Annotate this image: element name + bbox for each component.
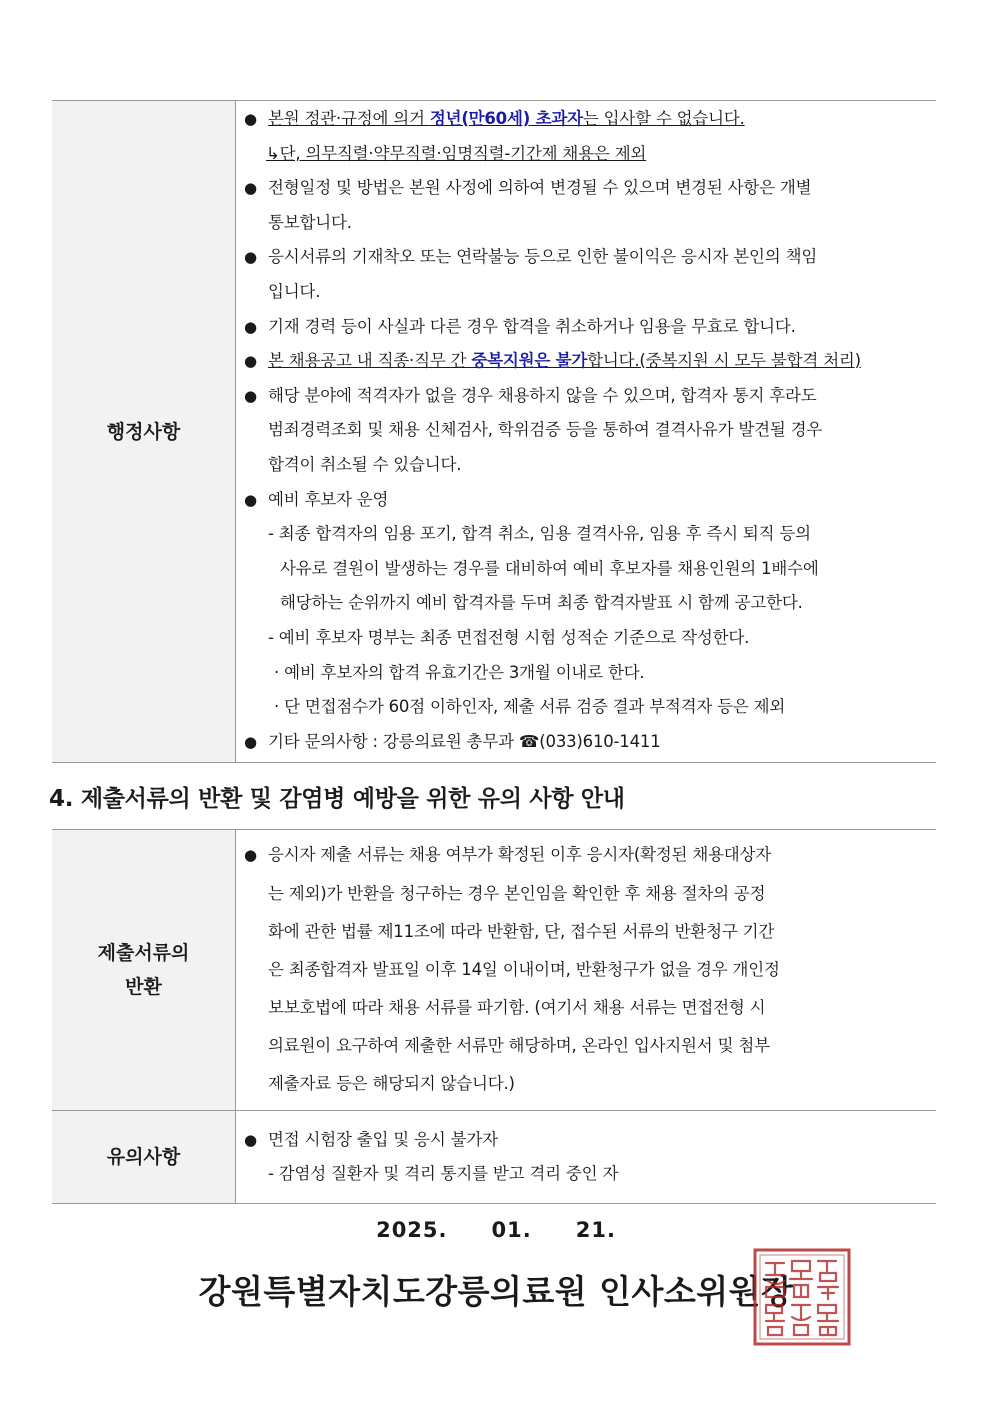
admin-line-3 (244, 171, 924, 206)
contact-info: 기타 문의사항 : 강릉의료원 총무과 ☎(033)610-1411 (268, 731, 661, 751)
admin-line-2 (244, 137, 924, 172)
bullet-icon: ● (244, 732, 257, 751)
caution-row (52, 1111, 936, 1204)
bullet-icon: ● (244, 248, 257, 267)
admin-row (52, 101, 936, 763)
return-label (52, 830, 236, 1111)
text-part: 본원 정관·규정에 의거 (268, 109, 430, 128)
text: 예비 후보자 운영 (268, 489, 389, 509)
return-row (52, 830, 936, 1111)
text-part: 합니다.(중복지원 시 모두 불합격 처리) (587, 351, 861, 371)
bullet-icon: ● (244, 352, 257, 371)
admin-label: 행정사항 (52, 101, 236, 763)
admin-line-1 (244, 102, 924, 137)
date-year: 2025. (376, 1218, 448, 1242)
text: 면접 시험장 출입 및 응시 불가자 (268, 1130, 498, 1149)
text-part: 는 입사할 수 없습니다. (582, 109, 745, 128)
bullet-icon: ● (244, 846, 257, 865)
highlight-retirement: 정년(만60세) 초과자 (429, 109, 583, 128)
return-line-4: 은 최종합격자 발표일 이후 14일 이내이며, 반환청구가 없을 경우 개인정 (268, 959, 780, 979)
return-line-6: 의료원이 요구하여 제출한 서류만 해당하며, 온라인 입사지원서 및 첨부 (268, 1036, 770, 1056)
bullet-icon: ● (244, 1131, 257, 1149)
caution-line-2: - 감염성 질환자 및 격리 통지를 받고 격리 중인 자 (268, 1164, 619, 1183)
admin-line-17: · 예비 후보자의 합격 유효기간은 3개월 이내로 한다. (274, 662, 645, 682)
return-line-5: 보보호법에 따라 채용 서류를 파기함. (여기서 채용 서류는 면접전형 시 (268, 998, 766, 1018)
admin-line-16: - 예비 후보자 명부는 최종 면접전형 시험 성적순 기준으로 작성한다. (268, 627, 750, 647)
issue-date (0, 1218, 992, 1242)
return-line-7: 제출자료 등은 해당되지 않습니다.) (268, 1074, 515, 1094)
admin-line-12 (244, 483, 924, 518)
return-line-1 (244, 836, 924, 874)
date-day: 21. (575, 1218, 616, 1242)
bullet-icon: ● (244, 386, 257, 405)
bullet-icon: ● (244, 179, 257, 198)
bullet-icon: ● (244, 490, 257, 509)
text: 전형일정 및 방법은 본원 사정에 의하여 변경될 수 있으며 변경된 사항은 개별 (268, 178, 812, 198)
text: 응시서류의 기재착오 또는 연락불능 등으로 인한 불이익은 응시자 본인의 책임 (268, 247, 818, 267)
text: 해당 분야에 적격자가 없을 경우 채용하지 않을 수 있으며, 합격자 통지 후라도 (268, 385, 817, 405)
bullet-icon: ● (244, 317, 257, 336)
admin-line-7 (244, 310, 924, 345)
return-line-3: 화에 관한 법률 제11조에 따라 반환함, 단, 접수된 서류의 반환청구 기간 (268, 921, 775, 941)
date-month: 01. (491, 1218, 532, 1242)
text (268, 351, 861, 370)
text: 응시자 제출 서류는 채용 여부가 확정된 이후 응시자(확정된 채용대상자 (268, 845, 772, 865)
section-4-table (52, 829, 936, 1204)
return-content (236, 830, 937, 1111)
return-line-2: 는 제외)가 반환을 청구하는 경우 본인임을 확인한 후 채용 절차의 공정 (268, 883, 766, 903)
admin-content (236, 101, 937, 763)
text: 기재 경력 등이 사실과 다른 경우 합격을 취소하거나 임용을 무효로 합니다. (268, 316, 796, 336)
text (268, 109, 745, 128)
section-4-title: 4. 제출서류의 반환 및 감염병 예방을 위한 유의 사항 안내 (49, 786, 625, 812)
admin-line-18: · 단 면접점수가 60점 이하인자, 제출 서류 검증 결과 부적격자 등은 제외 (274, 697, 786, 717)
admin-table (52, 100, 936, 763)
return-label-line-1: 제출서류의 (97, 942, 190, 964)
admin-line-11: 합격이 취소될 수 있습니다. (268, 454, 462, 474)
admin-line-5 (244, 240, 924, 275)
caution-label: 유의사항 (52, 1111, 236, 1204)
return-label-line-2: 반환 (125, 976, 162, 998)
caution-line-1 (244, 1123, 924, 1157)
admin-line-19 (244, 725, 924, 760)
caution-content (236, 1111, 937, 1204)
admin-line-15: 해당하는 순위까지 예비 합격자를 두며 최종 합격자발표 시 함께 공고한다. (280, 593, 803, 613)
highlight-duplicate: 중복지원은 불가 (471, 351, 588, 371)
admin-line-10: 범죄경력조회 및 채용 신체검사, 학위검증 등을 통하여 결격사유가 발견될 경우 (268, 420, 823, 440)
signer-name: 강원특별자치도강릉의료원 인사소위원장 (198, 1272, 794, 1311)
admin-line-8 (244, 344, 924, 379)
official-seal-icon (752, 1247, 852, 1347)
admin-line-4: 통보합니다. (268, 212, 352, 232)
text-part: 본 채용공고 내 직종·직무 간 (268, 351, 472, 371)
admin-line-13: - 최종 합격자의 임용 포기, 합격 취소, 임용 결격사유, 임용 후 즉시 퇴직 등의 (268, 524, 811, 544)
bullet-icon: ● (244, 110, 257, 128)
admin-line-6: 입니다. (268, 281, 321, 301)
exception-note: ↳단, 의무직렬·약무직렬·임명직렬-기간제 채용은 제외 (266, 143, 647, 163)
admin-line-14: 사유로 결원이 발생하는 경우를 대비하여 예비 후보자를 채용인원의 1배수에 (280, 558, 819, 578)
admin-line-9 (244, 379, 924, 414)
